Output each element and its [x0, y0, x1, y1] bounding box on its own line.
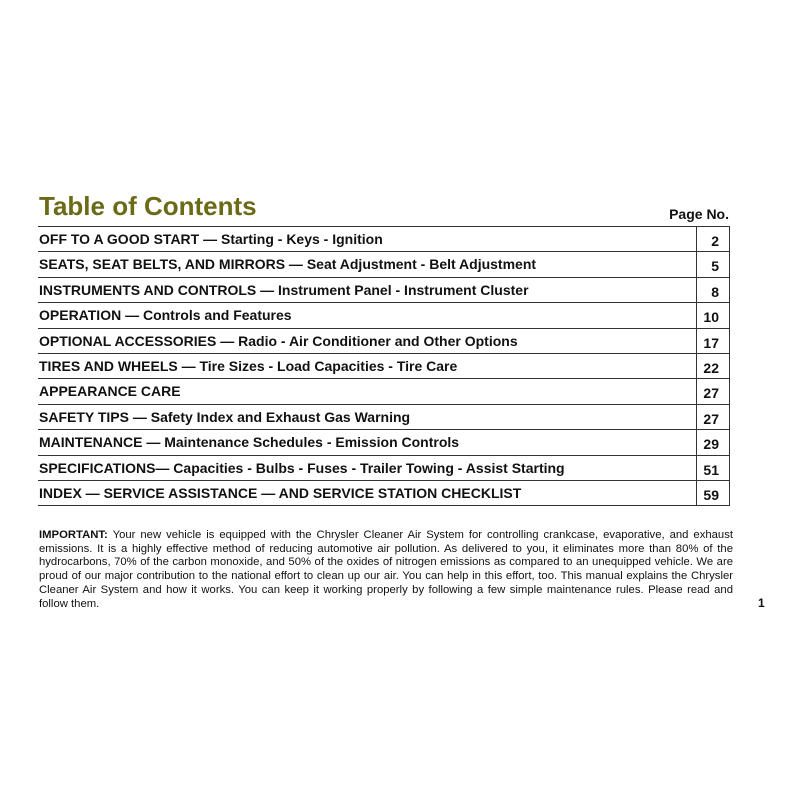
page-title: Table of Contents: [39, 191, 257, 221]
toc-entry-page: 27: [696, 379, 730, 403]
page-number-column-header: Page No.: [669, 206, 729, 222]
toc-entry-page: 10: [696, 303, 730, 327]
toc-entry-off-to-a-good-start[interactable]: [38, 227, 730, 252]
important-notice-body: Your new vehicle is equipped with the Chrysler Cleaner Air System for controlling crankcase, evaporative, and exhaust emissions. It is a highly effective method of reducing automotive air pollution. As delivered to you, it eliminates more than 80% of the hydrocarbons, 70% of the carbon monoxide, and 50% of the oxides of nitrogen emissions as compared to an unequipped vehicle. We are proud of our major contribution to the national effort to clean up our air. You can help in this effort, too. This manual explains the Chrysler Cleaner Air System and how it works. You can keep it working properly by following a few simple maintenance rules. Please read and follow them.: [39, 529, 733, 610]
toc-entry-title: SPECIFICATIONS— Capacities - Bulbs - Fuses - Trailer Towing - Assist Starting: [39, 459, 565, 476]
toc-entry-page: 51: [696, 456, 730, 480]
toc-entry-index[interactable]: [38, 481, 730, 506]
toc-entry-title: INSTRUMENTS AND CONTROLS — Instrument Panel - Instrument Cluster: [39, 281, 529, 298]
page-folio-number: 1: [758, 596, 765, 610]
toc-entry-safety-tips[interactable]: [38, 405, 730, 430]
toc-entry-appearance-care[interactable]: [38, 379, 730, 404]
toc-entry-page: 59: [696, 481, 730, 505]
toc-entry-page: 17: [696, 329, 730, 353]
toc-entry-page: 29: [696, 430, 730, 454]
toc-entry-title: OPTIONAL ACCESSORIES — Radio - Air Conditioner and Other Options: [39, 332, 518, 349]
toc-entry-title: TIRES AND WHEELS — Tire Sizes - Load Capacities - Tire Care: [39, 357, 458, 374]
toc-entry-specifications[interactable]: [38, 456, 730, 481]
toc-entry-title: APPEARANCE CARE: [39, 383, 181, 400]
toc-entry-title: OFF TO A GOOD START — Starting - Keys - Ignition: [39, 231, 383, 247]
toc-entry-page: 5: [696, 252, 730, 276]
toc-entry-title: MAINTENANCE — Maintenance Schedules - Emission Controls: [39, 434, 460, 451]
toc-entry-optional-accessories[interactable]: [38, 329, 730, 354]
toc-entry-page: 8: [696, 278, 730, 302]
toc-entry-page: 2: [696, 227, 730, 251]
toc-entry-seats-belts-mirrors[interactable]: [38, 252, 730, 277]
toc-entry-title: OPERATION — Controls and Features: [39, 307, 292, 324]
toc-entry-tires-wheels[interactable]: [38, 354, 730, 379]
toc-entry-title: SAFETY TIPS — Safety Index and Exhaust Gas Warning: [39, 408, 411, 425]
toc-entry-operation[interactable]: [38, 303, 730, 328]
table-of-contents: [38, 226, 730, 506]
toc-entry-page: 27: [696, 405, 730, 429]
toc-entry-title: SEATS, SEAT BELTS, AND MIRRORS — Seat Adjustment - Belt Adjustment: [39, 256, 537, 273]
toc-entry-maintenance[interactable]: [38, 430, 730, 455]
important-notice-lead: IMPORTANT:: [39, 529, 108, 541]
toc-entry-title: INDEX — SERVICE ASSISTANCE — AND SERVICE STATION CHECKLIST: [39, 484, 522, 501]
toc-entry-page: 22: [696, 354, 730, 378]
important-notice: [39, 529, 733, 611]
toc-entry-instruments-controls[interactable]: [38, 278, 730, 303]
